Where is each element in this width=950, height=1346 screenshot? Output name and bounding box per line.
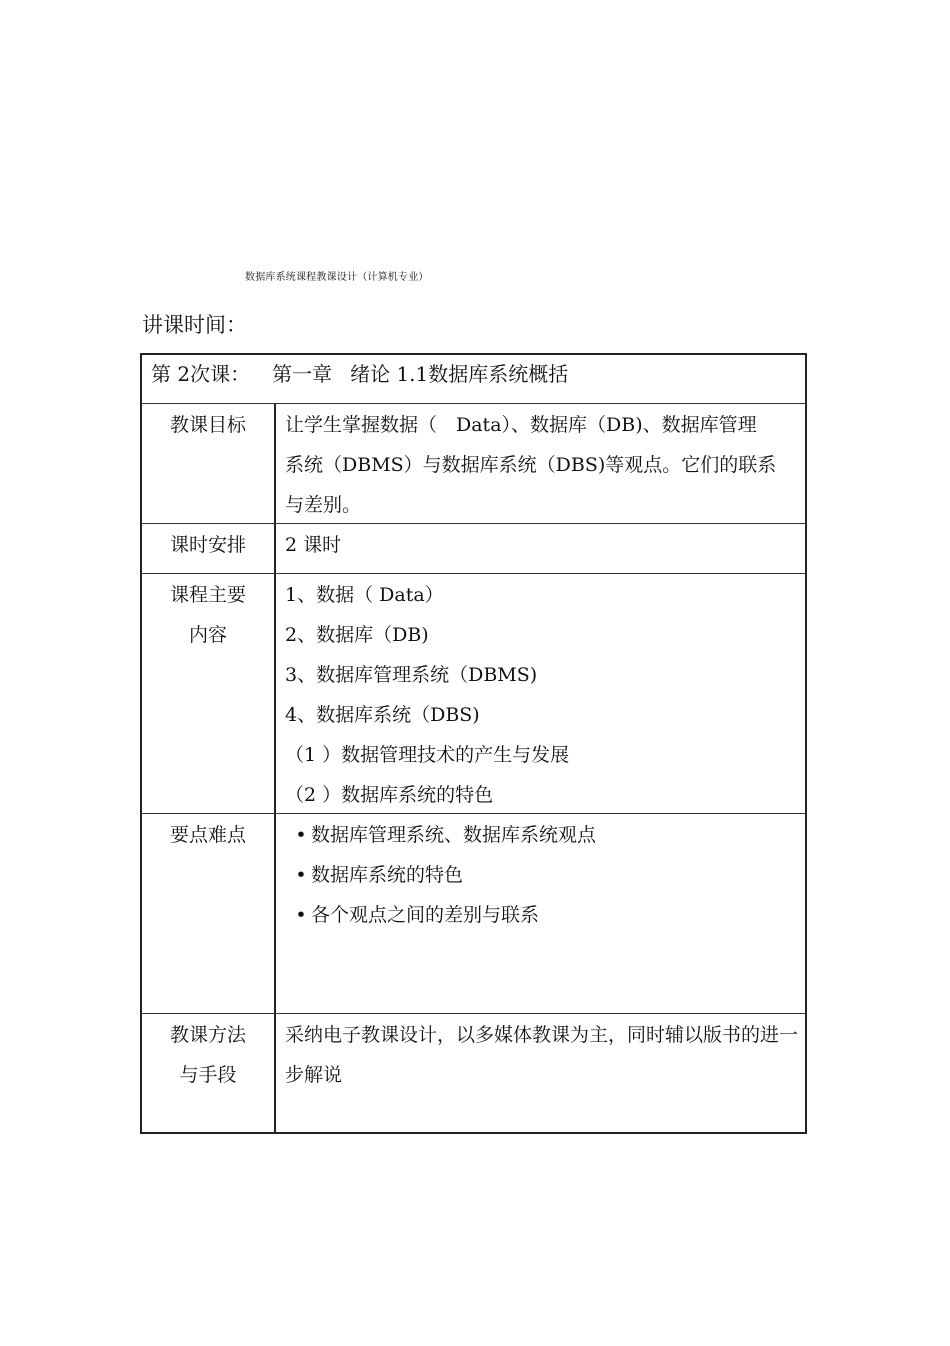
key-points-list — [276, 814, 805, 1013]
objective-line: 系统（DBMS）与数据库系统（DBS)等观点。它们的联系 — [285, 454, 777, 476]
content-subitem: （2 ）数据库系统的特色 — [285, 784, 494, 806]
main-content-label-line: 内容 — [188, 624, 227, 646]
main-content-label — [142, 574, 276, 813]
key-point-text: 数据库管理系统、数据库系统观点 — [311, 824, 597, 846]
content-item: 1、数据（ Data） — [285, 584, 444, 606]
key-points-label: 要点难点 — [142, 814, 276, 1013]
key-point-text: 数据库系统的特色 — [311, 864, 464, 886]
running-header: 数据库系统课程教课设计（计算机专业） — [245, 272, 429, 283]
main-content-label-line: 课程主要 — [169, 584, 246, 606]
objective-line: 与差别。 — [285, 494, 362, 516]
bullet-icon: • — [295, 824, 307, 846]
main-content-row — [142, 574, 805, 814]
objective-label: 教课目标 — [142, 404, 276, 523]
objective-content — [276, 404, 805, 523]
hours-label: 课时安排 — [142, 524, 276, 573]
lesson-number: 第 2次课： — [151, 362, 251, 386]
key-points-row — [142, 814, 805, 1014]
methods-label-line: 与手段 — [179, 1064, 237, 1086]
content-item: 3、数据库管理系统（DBMS) — [285, 664, 538, 686]
objective-line: 让学生掌握数据（ Data）、数据库（DB)、数据库管理 — [285, 414, 757, 436]
lecture-time-label: 讲课时间： — [142, 313, 247, 337]
hours-value: 2 课时 — [285, 534, 342, 556]
lesson-title-row — [142, 355, 805, 404]
objective-row — [142, 404, 805, 524]
methods-content — [276, 1014, 805, 1132]
section-title: 1.1数据库系统概括 — [396, 362, 569, 386]
content-item: 2、数据库（DB) — [285, 624, 429, 646]
bullet-icon: • — [295, 904, 307, 926]
content-item: 4、数据库系统（DBS) — [285, 704, 480, 726]
key-point-item — [285, 855, 805, 895]
methods-text: 采纳电子教课设计，以多媒体教课为主，同时辅以版书的进一步解说 — [285, 1024, 799, 1086]
lesson-plan-table — [140, 353, 807, 1134]
main-content-list — [276, 574, 805, 813]
bullet-icon: • — [295, 864, 307, 886]
methods-row — [142, 1014, 805, 1132]
methods-label-line: 教课方法 — [169, 1024, 246, 1046]
hours-row — [142, 524, 805, 574]
chapter-number: 第一章 — [272, 362, 333, 386]
methods-label — [142, 1014, 276, 1132]
key-point-text: 各个观点之间的差别与联系 — [311, 904, 540, 926]
key-point-item — [285, 895, 805, 935]
content-subitem: （1 ）数据管理技术的产生与发展 — [285, 744, 570, 766]
key-point-item — [285, 815, 805, 855]
chapter-name: 绪论 — [350, 362, 391, 386]
